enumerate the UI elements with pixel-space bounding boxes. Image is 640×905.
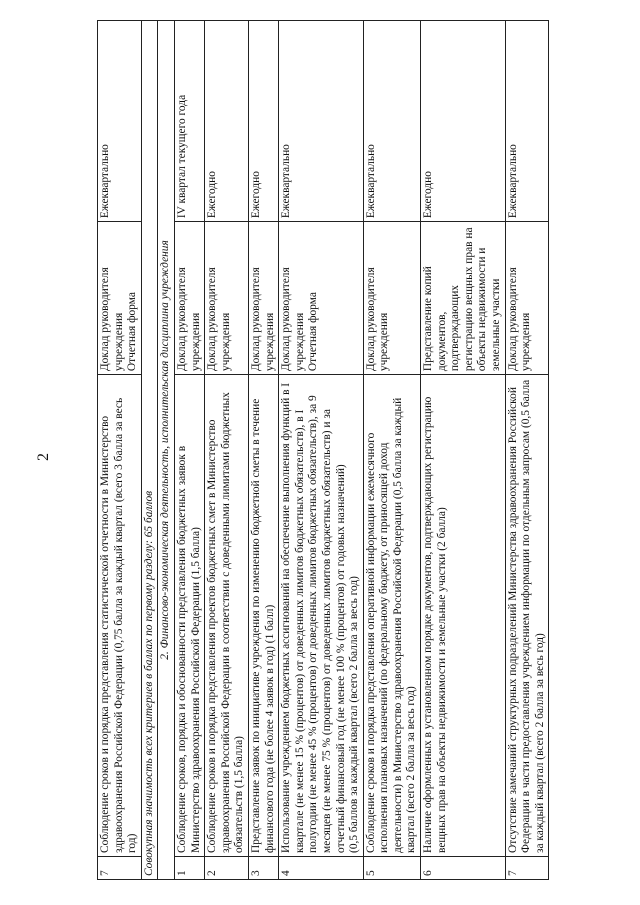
period-text: Ежегодно — [421, 21, 506, 222]
section2-title: 2. Финансово-экономическая деятельность, исполнительская дисциплина учреждения — [158, 21, 175, 880]
criterion-text: Соблюдение сроков, порядка и обоснованности представления бюджетных заявок в Министерство здравоохранения Российской Федерации (1,5 балла) — [174, 375, 204, 857]
source-text: Доклад руководителя учреждения — [363, 222, 420, 375]
table-row — [363, 21, 420, 880]
table-row — [174, 21, 204, 880]
table-row — [205, 21, 249, 880]
period-text: IV квартал текущего года — [174, 21, 204, 222]
row-number: 1 — [174, 856, 204, 879]
row-number: 2 — [205, 856, 249, 879]
source-text: Доклад руководителя учреждения — [505, 222, 549, 375]
frequency-text: Ежеквартально — [363, 21, 420, 222]
table-row — [421, 21, 506, 880]
period-text: Ежегодно — [248, 21, 278, 222]
criterion-text: Соблюдение сроков и порядка представления статистической отчетности в Министерство здравоохранения Российской Федерации (0,75 балла за каждый квартал (всего 3 балла за весь год) — [98, 375, 142, 857]
criterion-text: Отсутствие замечаний структурных подразделений Министерства здравоохранения Российской Федерации в части предоставления учреждением информации по отдельным запросам (0,5 балла за каждый квартал (всего 2 балла за весь год) — [505, 375, 549, 857]
source-text: Доклад руководителя учреждения — [174, 222, 204, 375]
source-text: Доклад руководителя учреждения — [205, 222, 249, 375]
row-number: 7 — [505, 856, 549, 879]
criterion-text: Наличие оформленных в установленном порядке документов, подтверждающих регистрацию вещных прав на объекты недвижимости и земельные участки (2 балла) — [421, 375, 506, 857]
table-row — [98, 21, 142, 880]
criteria-table — [97, 20, 549, 880]
row-number: 6 — [421, 856, 506, 879]
criterion-text: Использование учреждением бюджетных ассигнований на обеспечение выполнения функций в I квартале (не менее 15 % (процентов) от доведенных лимитов бюджетных обязательств), в I полугодии (не менее 45 % (процентов) от доведенных лимитов бюджетных обязательств), за 9 месяцев (не менее 75 % (процентов) от доведенных лимитов бюджетных обязательств) и за отчетный финансовый год (не менее 100 % (процентов) от годовых назначений) (0,5 баллов за каждый квартал (всего 2 балла за весь год) — [279, 375, 364, 857]
table-row — [248, 21, 278, 880]
row-number: 3 — [248, 856, 278, 879]
frequency-text: Ежеквартально — [279, 21, 364, 222]
section1-total: Совокупная значимость всех критериев в баллах по первому разделу: 65 баллов — [141, 21, 158, 880]
section-title-row — [158, 21, 175, 880]
source-text: Представление копий документов, подтверждающих регистрацию вещных прав на объекты недвижимости и земельные участки — [421, 222, 506, 375]
rotated-table-container — [97, 20, 637, 880]
row-number: 5 — [363, 856, 420, 879]
period-text: Ежегодно — [205, 21, 249, 222]
source-text: Доклад руководителя учреждения Отчетная форма — [279, 222, 364, 375]
table-row — [279, 21, 364, 880]
row-number: 4 — [279, 856, 364, 879]
section-total-row — [141, 21, 158, 880]
page-number: 2 — [35, 453, 52, 461]
criterion-text: Представление заявок по инициативе учреждения по изменению бюджетной сметы в течение финансового года (не более 4 заявок в год) (1 балл) — [248, 375, 278, 857]
row-number: 7 — [98, 856, 142, 879]
criterion-text: Соблюдение сроков и порядка представления оперативной информации ежемесячного исполнения плановых назначений (по федеральному бюджету, от приносящей доход деятельности) в Министерство здравоохранения Российской Федерации (0,5 балла за каждый квартал (всего 2 балла за весь год) — [363, 375, 420, 857]
table-row — [505, 21, 549, 880]
frequency-text: Ежеквартально — [505, 21, 549, 222]
source-text: Доклад руководителя учреждения — [248, 222, 278, 375]
source-text: Доклад руководителя учреждения Отчетная форма — [98, 222, 142, 375]
criterion-text: Соблюдение сроков и порядка представления проектов бюджетных смет в Министерство здравоохранения Российской Федерации в соответствии с доведенными лимитами бюджетных обязательств (1,5 балла) — [205, 375, 249, 857]
period-text: Ежеквартально — [98, 21, 142, 222]
